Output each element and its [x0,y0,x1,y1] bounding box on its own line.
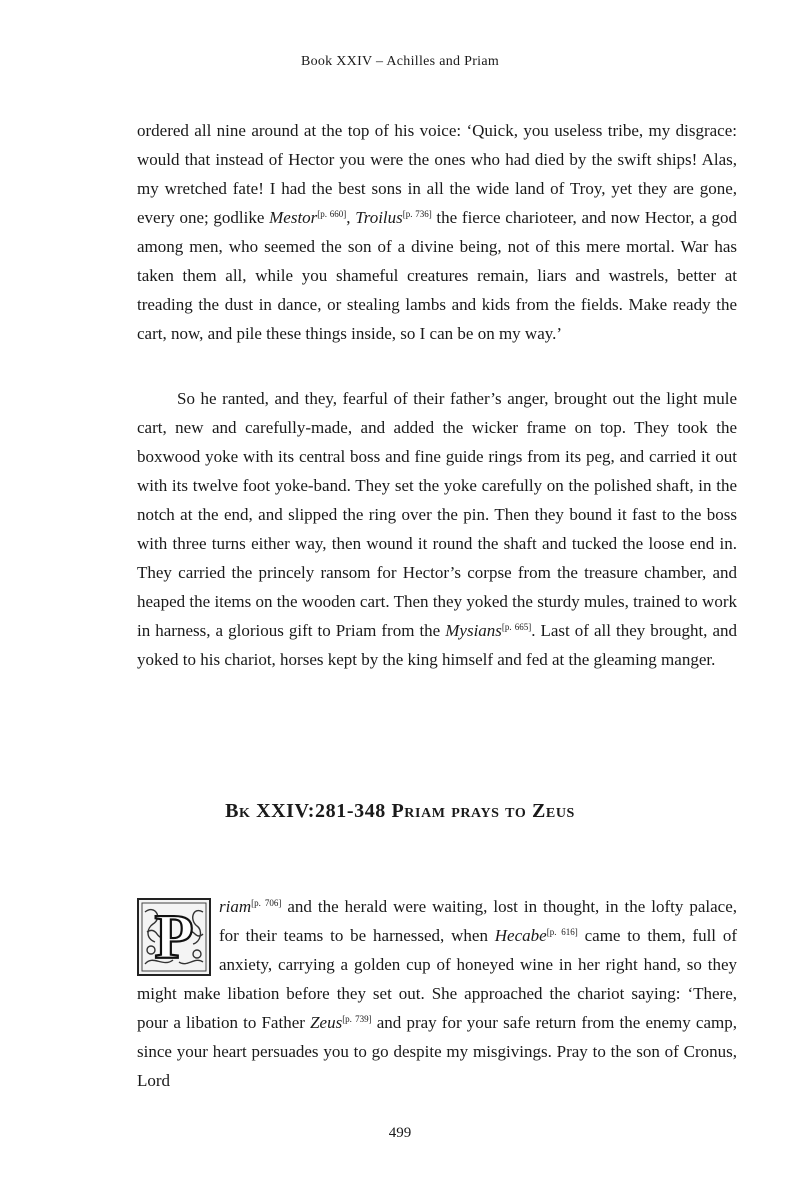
name-link[interactable]: Mestor [269,208,318,227]
paragraph-3 [137,892,737,1095]
page-number: 499 [388,1125,412,1141]
drop-cap-initial [137,898,211,976]
paragraph-text: and the herald were waiting, lost in thought, in the lofty palace, for their teams to be harnessed, when [219,897,737,945]
paragraph-text: ordered all nine around at the top of his voice: ‘Quick, you useless tribe, my disgrace: would that instead of Hector you were the ones who had died by the swift ships! Alas, my wretched fate! I had the best sons in all the wide land of Troy, yet they are gone, every one; godlike [137,121,737,227]
paragraph-text: , [346,208,356,227]
page-reference[interactable]: [p. 706] [251,898,282,908]
page-reference[interactable]: [p. 739] [342,1014,372,1024]
section-heading: Bk XXIV:281-348 Priam prays to Zeus [225,800,575,822]
paragraph-text: the fierce charioteer, and now Hector, a god among men, who seemed the son of a divine being, not of this mere mortal. War has taken them all, while you shameful creatures remain, liars and wastrels, better at treading the dust in dance, or stealing lambs and kids from the fields. Make ready the cart, now, and pile these things inside, so I can be on my way.’ [137,208,738,343]
page-reference[interactable]: [p. 736] [402,209,432,219]
drop-cap-letter: P [154,901,194,972]
running-head: Book XXIV – Achilles and Priam [300,54,500,69]
name-link[interactable]: Zeus [310,1013,343,1032]
name-link[interactable]: Mysians [445,621,502,640]
paragraph-text: So he ranted, and they, fearful of their father’s anger, brought out the light mule cart, new and carefully-made, and added the wicker frame on top. They took the boxwood yoke with its central boss and fine guide rings from its peg, and carried it out with its twelve foot yoke-band. They set the yoke carefully on the polished shaft, in the notch at the end, and slipped the ring over the pin. Then they bound it fast to the boss with three turns either way, then wound it round the shaft and tucked the loose end in. They carried the princely ransom for Hector’s corpse from the treasure chamber, and heaped the items on the wooden cart. Then they yoked the sturdy mules, trained to work in harness, a glorious gift to Priam from the [137,389,737,640]
paragraph-1 [137,116,737,348]
paragraph-text: and pray for your safe return from the enemy camp, since your heart persuades you to go despite my misgivings. Pray to the son of Cronus, Lord [137,1013,737,1090]
page-reference[interactable]: [p. 660] [317,209,347,219]
paragraph-text: . Last of all they brought, and yoked to his chariot, horses kept by the king himself and fed at the gleaming manger. [137,621,737,669]
paragraph-2 [137,384,737,674]
page-reference[interactable]: [p. 616] [546,927,578,937]
page-reference[interactable]: [p. 665] [501,622,532,632]
name-link[interactable]: Troilus [355,208,403,227]
name-link[interactable]: riam [219,897,252,916]
paragraph-text: came to them, full of anxiety, carrying a golden cup of honeyed wine in her right hand, so they might make libation before they set out. She approached the chariot saying: ‘There, pour a libation to Father [137,926,738,1032]
name-link[interactable]: Hecabe [494,926,547,945]
